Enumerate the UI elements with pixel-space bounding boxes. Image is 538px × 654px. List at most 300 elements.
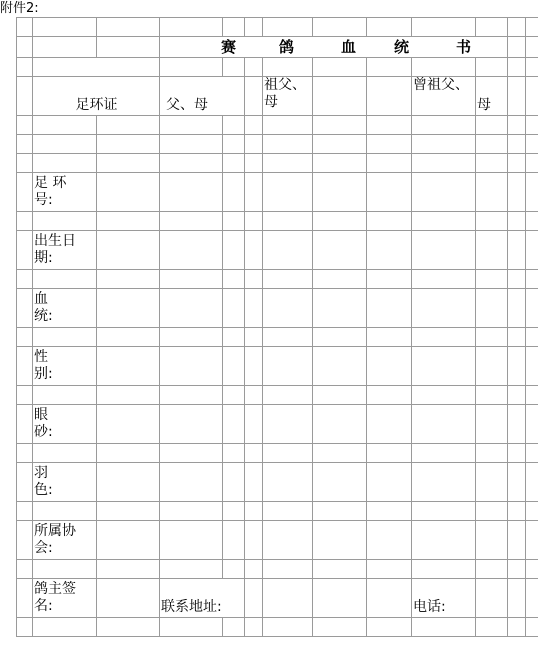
table-cell[interactable] xyxy=(223,386,245,405)
table-cell[interactable] xyxy=(367,212,412,231)
table-cell[interactable] xyxy=(412,328,476,347)
table-cell[interactable] xyxy=(245,560,263,579)
table-cell[interactable] xyxy=(412,212,476,231)
title-row xyxy=(17,37,538,58)
table-cell[interactable] xyxy=(160,386,223,405)
table-cell[interactable] xyxy=(313,444,367,463)
table-cell[interactable] xyxy=(223,289,245,328)
table-cell[interactable] xyxy=(245,116,263,135)
table-cell[interactable] xyxy=(476,289,508,328)
table-cell[interactable] xyxy=(97,328,160,347)
table-cell[interactable] xyxy=(313,579,367,618)
table-cell[interactable] xyxy=(33,502,97,521)
table-cell[interactable] xyxy=(526,463,538,502)
table-cell[interactable] xyxy=(97,618,160,637)
table-cell[interactable] xyxy=(263,270,313,289)
table-cell[interactable] xyxy=(508,231,526,270)
table-cell[interactable] xyxy=(245,502,263,521)
table-cell[interactable] xyxy=(263,135,313,154)
table-cell[interactable] xyxy=(223,212,245,231)
table-cell[interactable] xyxy=(223,135,245,154)
table-cell[interactable] xyxy=(412,289,476,328)
table-cell[interactable] xyxy=(367,18,412,37)
table-cell[interactable] xyxy=(263,18,313,37)
table-cell[interactable] xyxy=(223,444,245,463)
table-cell[interactable] xyxy=(160,502,223,521)
table-cell[interactable] xyxy=(263,502,313,521)
parents-header: 父、母 xyxy=(160,77,245,116)
table-cell[interactable] xyxy=(263,463,313,502)
table-cell[interactable] xyxy=(367,502,412,521)
table-cell[interactable] xyxy=(97,405,160,444)
table-cell[interactable] xyxy=(97,135,160,154)
table-cell[interactable] xyxy=(476,618,508,637)
table-cell[interactable] xyxy=(97,18,160,37)
table-cell[interactable] xyxy=(263,173,313,212)
table-cell[interactable] xyxy=(263,347,313,386)
table-cell[interactable] xyxy=(476,444,508,463)
table-row xyxy=(17,154,538,173)
table-cell[interactable] xyxy=(476,463,508,502)
table-cell[interactable] xyxy=(97,347,160,386)
table-cell[interactable] xyxy=(412,618,476,637)
table-cell[interactable] xyxy=(223,502,245,521)
table-cell[interactable] xyxy=(412,405,476,444)
table-cell[interactable] xyxy=(17,77,33,116)
table-cell[interactable] xyxy=(508,289,526,328)
phone-field[interactable] xyxy=(476,579,508,618)
table-cell[interactable] xyxy=(33,135,97,154)
table-cell[interactable] xyxy=(412,154,476,173)
table-cell[interactable] xyxy=(33,618,97,637)
table-cell[interactable] xyxy=(160,289,223,328)
table-cell[interactable] xyxy=(33,328,97,347)
table-cell[interactable] xyxy=(526,289,538,328)
table-cell[interactable] xyxy=(17,328,33,347)
table-row xyxy=(17,135,538,154)
title-char: 血 xyxy=(341,37,357,56)
table-cell[interactable] xyxy=(160,58,223,77)
table-cell[interactable] xyxy=(263,116,313,135)
table-cell[interactable] xyxy=(476,231,508,270)
table-cell[interactable] xyxy=(160,18,223,37)
table-cell[interactable] xyxy=(223,463,245,502)
table-cell[interactable] xyxy=(367,463,412,502)
table-cell[interactable] xyxy=(367,116,412,135)
table-cell[interactable] xyxy=(263,405,313,444)
table-cell[interactable] xyxy=(526,502,538,521)
title-char: 赛 xyxy=(221,37,237,56)
table-cell[interactable] xyxy=(313,560,367,579)
grandparents-header: 祖父、母 xyxy=(263,77,313,116)
table-cell[interactable] xyxy=(245,405,263,444)
table-cell[interactable] xyxy=(223,618,245,637)
document-title xyxy=(160,37,508,58)
table-cell[interactable] xyxy=(476,135,508,154)
table-cell[interactable] xyxy=(223,521,245,560)
table-cell[interactable] xyxy=(17,18,33,37)
table-cell[interactable] xyxy=(526,444,538,463)
table-cell[interactable] xyxy=(97,521,160,560)
table-cell[interactable] xyxy=(245,270,263,289)
table-cell[interactable] xyxy=(508,328,526,347)
table-cell[interactable] xyxy=(160,405,223,444)
table-cell[interactable] xyxy=(245,135,263,154)
table-cell[interactable] xyxy=(367,58,412,77)
table-cell[interactable] xyxy=(160,212,223,231)
table-cell[interactable] xyxy=(97,289,160,328)
table-cell[interactable] xyxy=(97,37,160,58)
table-cell[interactable] xyxy=(160,116,223,135)
table-cell[interactable] xyxy=(508,463,526,502)
table-cell[interactable] xyxy=(223,560,245,579)
owner-signature-label: 鸽主签 名: xyxy=(33,579,97,618)
table-cell[interactable] xyxy=(313,154,367,173)
table-cell[interactable] xyxy=(245,77,263,116)
table-cell[interactable] xyxy=(476,154,508,173)
table-cell[interactable] xyxy=(33,560,97,579)
table-cell[interactable] xyxy=(245,444,263,463)
table-cell[interactable] xyxy=(263,154,313,173)
table-cell[interactable] xyxy=(97,270,160,289)
table-cell[interactable] xyxy=(476,18,508,37)
great-grandparents-header: 曾祖父、 xyxy=(412,77,476,116)
table-row xyxy=(17,270,538,289)
table-cell[interactable] xyxy=(223,116,245,135)
table-cell[interactable] xyxy=(97,116,160,135)
table-cell[interactable] xyxy=(412,386,476,405)
table-cell[interactable] xyxy=(526,560,538,579)
table-cell[interactable] xyxy=(412,560,476,579)
table-cell[interactable] xyxy=(313,386,367,405)
field-row xyxy=(17,289,538,328)
table-cell[interactable] xyxy=(476,347,508,386)
table-cell[interactable] xyxy=(476,116,508,135)
table-cell[interactable] xyxy=(526,212,538,231)
table-cell[interactable] xyxy=(17,444,33,463)
table-cell[interactable] xyxy=(160,154,223,173)
table-cell[interactable] xyxy=(313,521,367,560)
sex-label: 性 别: xyxy=(33,347,97,386)
table-cell[interactable] xyxy=(476,58,508,77)
table-cell[interactable] xyxy=(17,463,33,502)
table-cell[interactable] xyxy=(97,386,160,405)
table-row xyxy=(17,502,538,521)
table-cell[interactable] xyxy=(313,328,367,347)
table-cell[interactable] xyxy=(245,618,263,637)
title-char: 书 xyxy=(456,37,472,56)
table-cell[interactable] xyxy=(476,328,508,347)
field-row xyxy=(17,405,538,444)
table-cell[interactable] xyxy=(245,231,263,270)
table-cell[interactable] xyxy=(412,116,476,135)
ring-number-label: 足 环 号: xyxy=(33,173,97,212)
table-cell[interactable] xyxy=(17,405,33,444)
table-cell[interactable] xyxy=(476,560,508,579)
table-cell[interactable] xyxy=(223,231,245,270)
table-cell[interactable] xyxy=(367,444,412,463)
table-cell[interactable] xyxy=(476,521,508,560)
table-cell[interactable] xyxy=(476,386,508,405)
table-cell[interactable] xyxy=(313,58,367,77)
table-cell[interactable] xyxy=(17,386,33,405)
table-cell[interactable] xyxy=(17,270,33,289)
table-cell[interactable] xyxy=(245,289,263,328)
table-cell[interactable] xyxy=(508,386,526,405)
table-cell[interactable] xyxy=(160,521,223,560)
table-cell[interactable] xyxy=(313,289,367,328)
table-cell[interactable] xyxy=(17,521,33,560)
footer-row xyxy=(17,579,538,618)
table-cell[interactable] xyxy=(313,116,367,135)
table-row xyxy=(17,386,538,405)
table-cell[interactable] xyxy=(223,154,245,173)
table-cell[interactable] xyxy=(245,18,263,37)
contact-address-field[interactable] xyxy=(263,579,313,618)
table-cell[interactable] xyxy=(367,347,412,386)
table-cell[interactable] xyxy=(412,347,476,386)
table-cell[interactable] xyxy=(263,58,313,77)
table-cell[interactable] xyxy=(17,37,33,58)
table-cell[interactable] xyxy=(313,405,367,444)
table-cell[interactable] xyxy=(508,154,526,173)
table-cell[interactable] xyxy=(97,502,160,521)
table-cell[interactable] xyxy=(526,18,538,37)
table-cell[interactable] xyxy=(313,270,367,289)
table-cell[interactable] xyxy=(526,58,538,77)
table-cell[interactable] xyxy=(526,618,538,637)
table-row xyxy=(17,328,538,347)
table-cell[interactable] xyxy=(367,77,412,116)
table-cell[interactable] xyxy=(33,18,97,37)
table-cell[interactable] xyxy=(508,173,526,212)
phone-label: 电话: xyxy=(412,579,476,618)
table-cell[interactable] xyxy=(17,618,33,637)
ring-cert-header: 足环证 xyxy=(33,77,160,116)
table-cell[interactable] xyxy=(160,560,223,579)
table-cell[interactable] xyxy=(263,618,313,637)
table-cell[interactable] xyxy=(245,328,263,347)
table-cell[interactable] xyxy=(245,347,263,386)
table-row xyxy=(17,18,538,37)
table-cell[interactable] xyxy=(508,212,526,231)
table-cell[interactable] xyxy=(508,270,526,289)
association-label: 所属协 会: xyxy=(33,521,97,560)
table-cell[interactable] xyxy=(223,405,245,444)
table-cell[interactable] xyxy=(412,18,476,37)
table-cell[interactable] xyxy=(263,231,313,270)
table-cell[interactable] xyxy=(97,463,160,502)
table-cell[interactable] xyxy=(17,579,33,618)
table-cell[interactable] xyxy=(526,347,538,386)
table-cell[interactable] xyxy=(367,289,412,328)
table-cell[interactable] xyxy=(17,116,33,135)
table-cell[interactable] xyxy=(33,116,97,135)
table-cell[interactable] xyxy=(223,270,245,289)
table-cell[interactable] xyxy=(508,579,526,618)
table-cell[interactable] xyxy=(223,347,245,386)
table-cell[interactable] xyxy=(412,521,476,560)
table-cell[interactable] xyxy=(476,502,508,521)
table-cell[interactable] xyxy=(508,18,526,37)
table-cell[interactable] xyxy=(263,212,313,231)
table-cell[interactable] xyxy=(313,173,367,212)
table-cell[interactable] xyxy=(412,231,476,270)
table-cell[interactable] xyxy=(313,77,367,116)
table-cell[interactable] xyxy=(160,618,223,637)
table-cell[interactable] xyxy=(508,405,526,444)
table-cell[interactable] xyxy=(526,116,538,135)
table-cell[interactable] xyxy=(367,135,412,154)
table-cell[interactable] xyxy=(508,521,526,560)
table-cell[interactable] xyxy=(526,328,538,347)
table-cell[interactable] xyxy=(313,502,367,521)
table-cell[interactable] xyxy=(223,58,245,77)
table-cell[interactable] xyxy=(17,289,33,328)
table-cell[interactable] xyxy=(33,154,97,173)
table-cell[interactable] xyxy=(223,18,245,37)
table-cell[interactable] xyxy=(508,58,526,77)
table-cell[interactable] xyxy=(160,463,223,502)
table-cell[interactable] xyxy=(160,231,223,270)
table-cell[interactable] xyxy=(526,579,538,618)
table-cell[interactable] xyxy=(367,328,412,347)
table-cell[interactable] xyxy=(97,154,160,173)
table-cell[interactable] xyxy=(412,463,476,502)
table-cell[interactable] xyxy=(313,135,367,154)
table-cell[interactable] xyxy=(97,231,160,270)
table-cell[interactable] xyxy=(160,444,223,463)
table-cell[interactable] xyxy=(526,386,538,405)
table-cell[interactable] xyxy=(367,386,412,405)
table-cell[interactable] xyxy=(508,135,526,154)
table-cell[interactable] xyxy=(160,347,223,386)
table-cell[interactable] xyxy=(245,386,263,405)
table-cell[interactable] xyxy=(526,173,538,212)
owner-signature-field[interactable] xyxy=(97,579,160,618)
table-cell[interactable] xyxy=(223,328,245,347)
table-cell[interactable] xyxy=(367,579,412,618)
table-cell[interactable] xyxy=(160,328,223,347)
table-cell[interactable] xyxy=(245,154,263,173)
table-cell[interactable] xyxy=(508,77,526,116)
table-cell[interactable] xyxy=(476,212,508,231)
table-cell[interactable] xyxy=(508,618,526,637)
table-cell[interactable] xyxy=(17,173,33,212)
table-cell[interactable] xyxy=(17,347,33,386)
table-cell[interactable] xyxy=(313,463,367,502)
table-cell[interactable] xyxy=(367,560,412,579)
table-cell[interactable] xyxy=(33,58,160,77)
table-cell[interactable] xyxy=(17,502,33,521)
table-cell[interactable] xyxy=(17,135,33,154)
table-cell[interactable] xyxy=(526,154,538,173)
table-cell[interactable] xyxy=(526,231,538,270)
table-row xyxy=(17,560,538,579)
table-cell[interactable] xyxy=(263,560,313,579)
table-cell[interactable] xyxy=(245,212,263,231)
table-cell[interactable] xyxy=(526,37,538,58)
table-cell[interactable] xyxy=(17,231,33,270)
table-cell[interactable] xyxy=(245,58,263,77)
table-cell[interactable] xyxy=(97,212,160,231)
table-cell[interactable] xyxy=(97,444,160,463)
table-cell[interactable] xyxy=(263,289,313,328)
table-cell[interactable] xyxy=(367,521,412,560)
table-cell[interactable] xyxy=(508,502,526,521)
table-cell[interactable] xyxy=(245,579,263,618)
table-cell[interactable] xyxy=(476,173,508,212)
table-cell[interactable] xyxy=(17,58,33,77)
table-cell[interactable] xyxy=(508,560,526,579)
table-cell[interactable] xyxy=(245,521,263,560)
table-cell[interactable] xyxy=(97,560,160,579)
table-cell[interactable] xyxy=(245,463,263,502)
table-cell[interactable] xyxy=(412,135,476,154)
table-cell[interactable] xyxy=(245,173,263,212)
table-cell[interactable] xyxy=(33,386,97,405)
table-cell[interactable] xyxy=(17,154,33,173)
table-cell[interactable] xyxy=(160,173,223,212)
table-cell[interactable] xyxy=(313,18,367,37)
table-cell[interactable] xyxy=(160,135,223,154)
table-cell[interactable] xyxy=(526,77,538,116)
table-cell[interactable] xyxy=(367,618,412,637)
table-cell[interactable] xyxy=(412,502,476,521)
table-cell[interactable] xyxy=(223,173,245,212)
table-cell[interactable] xyxy=(412,173,476,212)
table-cell[interactable] xyxy=(412,270,476,289)
table-cell[interactable] xyxy=(367,405,412,444)
table-row xyxy=(17,618,538,637)
table-cell[interactable] xyxy=(526,405,538,444)
title-char: 鸽 xyxy=(279,37,295,56)
table-cell[interactable] xyxy=(412,58,476,77)
table-cell[interactable] xyxy=(367,154,412,173)
table-cell[interactable] xyxy=(526,135,538,154)
table-cell[interactable] xyxy=(33,444,97,463)
table-cell[interactable] xyxy=(508,37,526,58)
table-cell[interactable] xyxy=(508,116,526,135)
table-cell[interactable] xyxy=(313,231,367,270)
table-cell[interactable] xyxy=(33,212,97,231)
table-cell[interactable] xyxy=(33,270,97,289)
table-cell[interactable] xyxy=(313,618,367,637)
table-cell[interactable] xyxy=(313,212,367,231)
table-cell[interactable] xyxy=(476,405,508,444)
table-cell[interactable] xyxy=(367,231,412,270)
table-cell[interactable] xyxy=(508,347,526,386)
table-cell[interactable] xyxy=(263,444,313,463)
table-cell[interactable] xyxy=(33,37,97,58)
table-cell[interactable] xyxy=(526,270,538,289)
table-cell[interactable] xyxy=(412,444,476,463)
table-cell[interactable] xyxy=(367,173,412,212)
table-cell[interactable] xyxy=(313,347,367,386)
table-cell[interactable] xyxy=(508,444,526,463)
table-cell[interactable] xyxy=(263,386,313,405)
header-row xyxy=(17,77,538,116)
table-cell[interactable] xyxy=(97,173,160,212)
table-cell[interactable] xyxy=(263,521,313,560)
table-cell[interactable] xyxy=(367,270,412,289)
table-cell[interactable] xyxy=(160,270,223,289)
table-cell[interactable] xyxy=(476,270,508,289)
table-cell[interactable] xyxy=(17,560,33,579)
table-cell[interactable] xyxy=(17,212,33,231)
table-cell[interactable] xyxy=(263,328,313,347)
table-cell[interactable] xyxy=(526,521,538,560)
